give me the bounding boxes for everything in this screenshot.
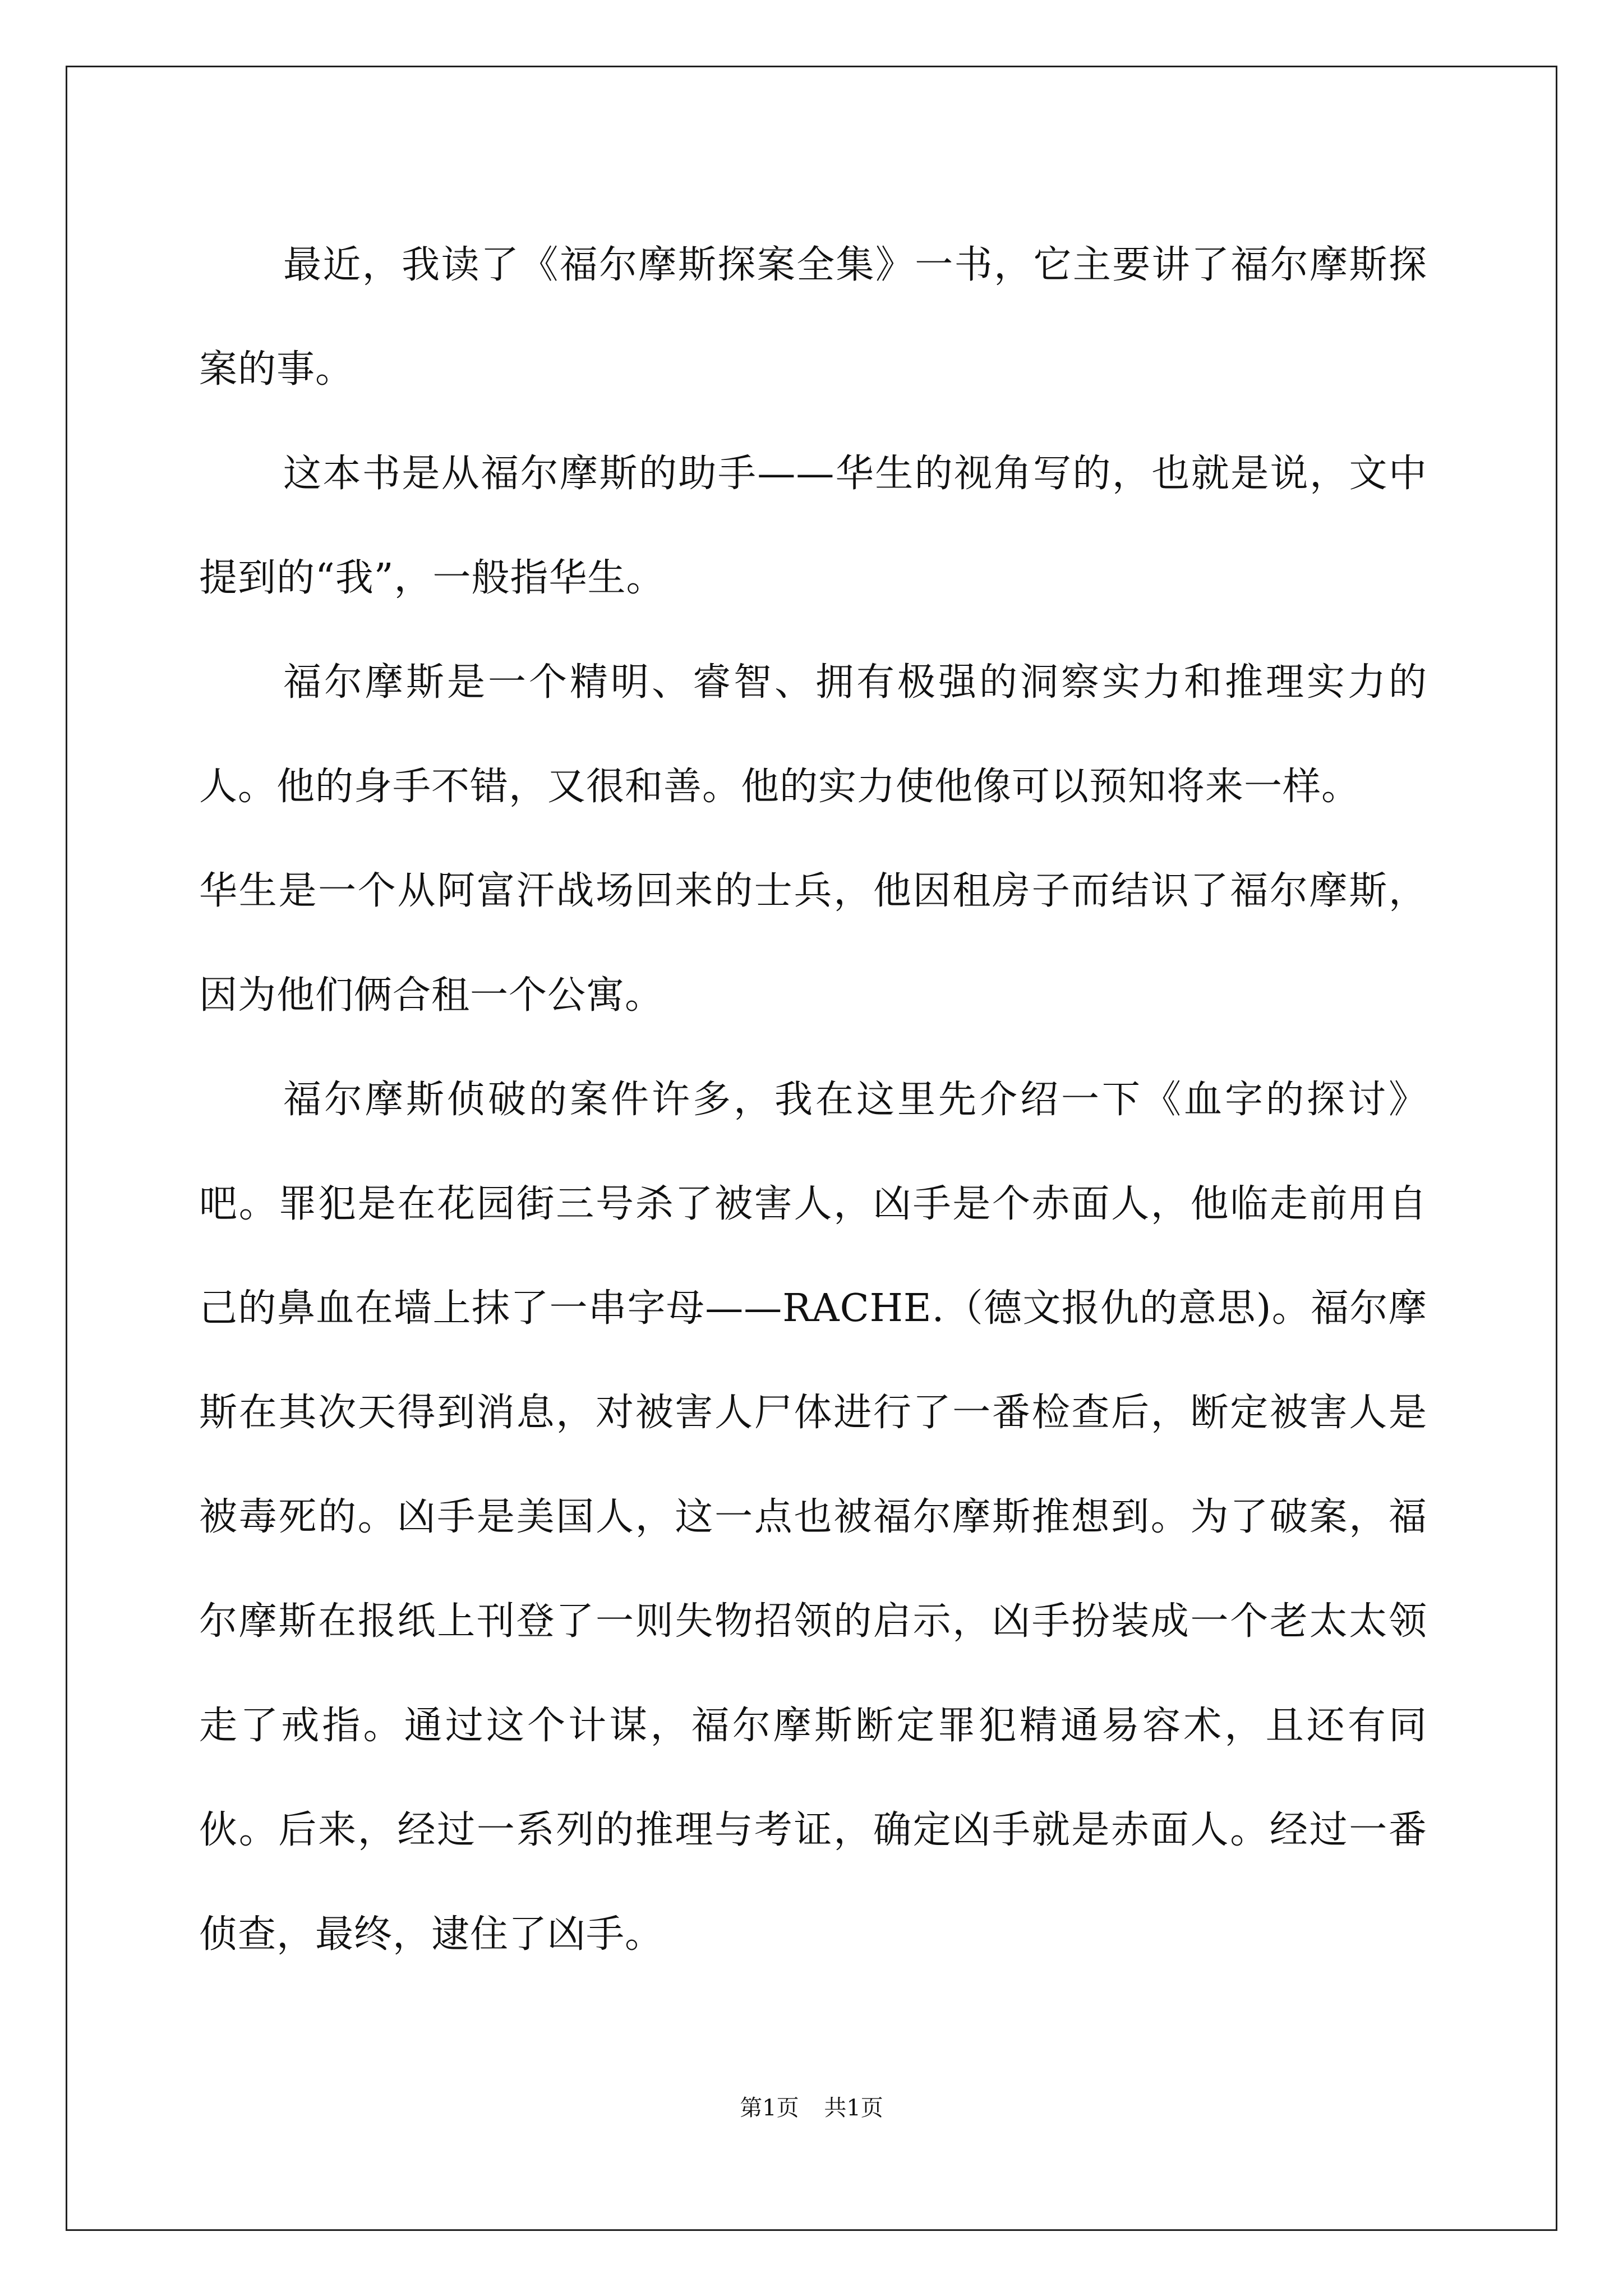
paragraph-narrator: 这本书是从福尔摩斯的助手——华生的视角写的，也就是说，文中提到的“我”，一般指华生。 [199, 452, 1427, 600]
page-footer [0, 2092, 1623, 2124]
page-total: 共1页 [824, 2095, 883, 2121]
paragraph-case: 福尔摩斯侦破的案件许多，我在这里先介绍一下《血字的探讨》吧。罪犯是在花园街三号杀了被害人，凶手是个赤面人，他临走前用自己的鼻血在墙上抹了一串字母——RACHE.（德文报仇的意思)。福尔摩斯在其次天得到消息，对被害人尸体进行了一番检查后，断定被害人是被毒死的。凶手是美国人，这一点也被福尔摩斯推想到。为了破案，福尔摩斯在报纸上刊登了一则失物招领的启示，凶手扮装成一个老太太领走了戒指。通过这个计谋，福尔摩斯断定罪犯精通易容术，且还有同伙。后来，经过一系列的推理与考证，确定凶手就是赤面人。经过一番侦查，最终，逮住了凶手。 [199, 1078, 1427, 1957]
page-number: 第1页 [740, 2095, 799, 2121]
document-body [199, 213, 1427, 1987]
paragraph-watson: 华生是一个从阿富汗战场回来的士兵，他因租房子而结识了福尔摩斯，因为他们俩合租一个公寓。 [199, 869, 1427, 1018]
paragraph-intro: 最近，我读了《福尔摩斯探案全集》一书，它主要讲了福尔摩斯探案的事。 [199, 243, 1427, 392]
paragraph-holmes: 福尔摩斯是一个精明、睿智、拥有极强的洞察实力和推理实力的人。他的身手不错，又很和善。他的实力使他像可以预知将来一样。 [199, 660, 1427, 809]
